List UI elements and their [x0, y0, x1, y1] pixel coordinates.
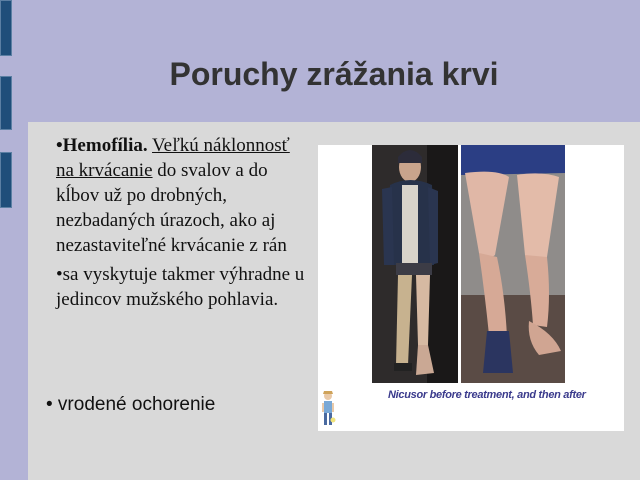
left-tab-1 — [0, 0, 12, 56]
bullet-list — [56, 133, 312, 312]
photo-legs-after — [461, 145, 565, 383]
slide-title: Poruchy zrážania krvi — [169, 56, 499, 92]
child-figure-icon — [320, 390, 336, 428]
bullet-male-occurrence: •sa vyskytuje takmer výhradne u jedincov mužského pohlavia. — [56, 264, 305, 310]
bullet-hemofilia-underlined: Veľkú náklonnosť na krvácanie — [56, 135, 290, 181]
boy-figure-image — [372, 145, 458, 383]
legs-image — [461, 145, 565, 383]
photo-caption: Nicusor before treatment, and then after — [388, 389, 586, 401]
left-tab-2 — [0, 76, 12, 130]
slide-left-band — [0, 0, 28, 480]
bullet-congenital: • vrodené ochorenie — [46, 394, 216, 415]
bullet-hemofilia-term: •Hemofília. — [56, 135, 148, 156]
bullet-hemofilia-rest: do svalov a do kĺbov už po drobných, nezbadaných úrazoch, ako aj nezastaviteľné krvácanie z rán — [56, 160, 287, 256]
photo-boy-before — [372, 145, 458, 383]
left-tab-3 — [0, 152, 12, 208]
bullet-hemofilia — [56, 133, 312, 258]
